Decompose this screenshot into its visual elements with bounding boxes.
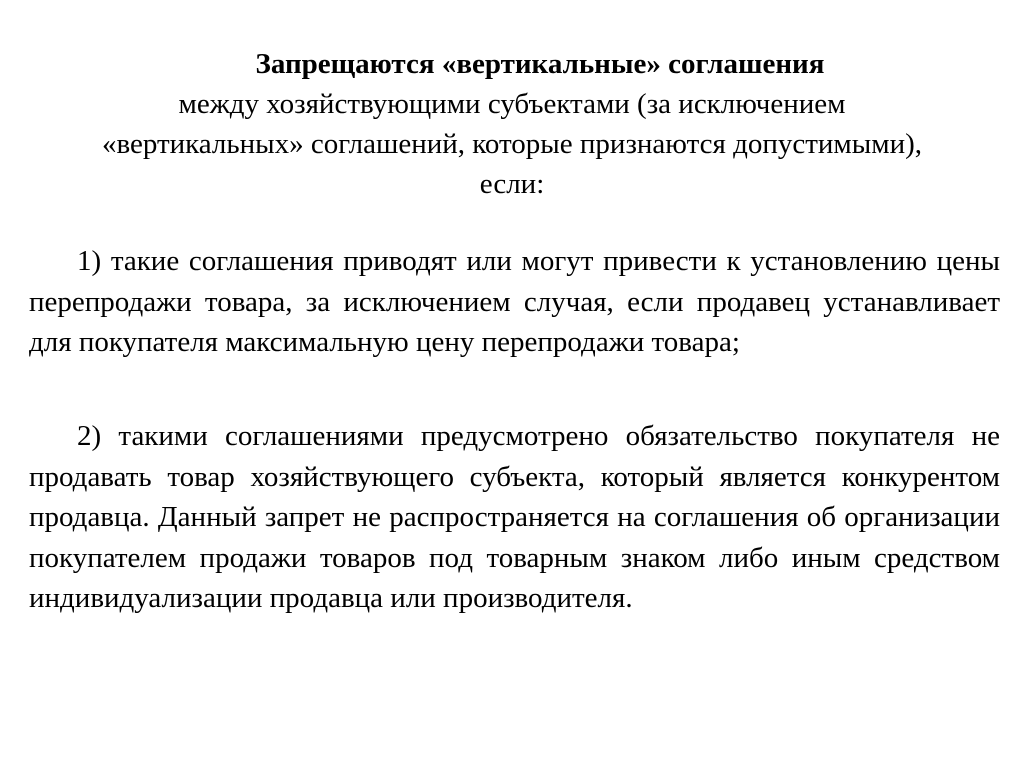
heading-line-2: «вертикальных» соглашений, которые признаются допустимыми), bbox=[101, 128, 923, 160]
heading-line-1: между хозяйствующими субъектами (за исключением bbox=[178, 88, 846, 120]
heading-line-3: если: bbox=[479, 168, 545, 200]
heading-title: Запрещаются «вертикальные» соглашения bbox=[255, 48, 825, 80]
slide-heading bbox=[20, 44, 1004, 204]
list-item-1: 1) такие соглашения приводят или могут привести к установлению цены перепродажи товара, за исключением случая, если продавец устанавливает для покупателя максимальную цену перепродажи товара; bbox=[29, 245, 1000, 358]
list-item-2: 2) такими соглашениями предусмотрено обязательство покупателя не продавать товар хозяйствующего субъекта, который является конкурентом продавца. Данный запрет не распространяется на соглашения об организации покупателем продажи товаров под товарным знаком либо иным средством индивидуализации продавца или производителя. bbox=[29, 420, 1000, 614]
